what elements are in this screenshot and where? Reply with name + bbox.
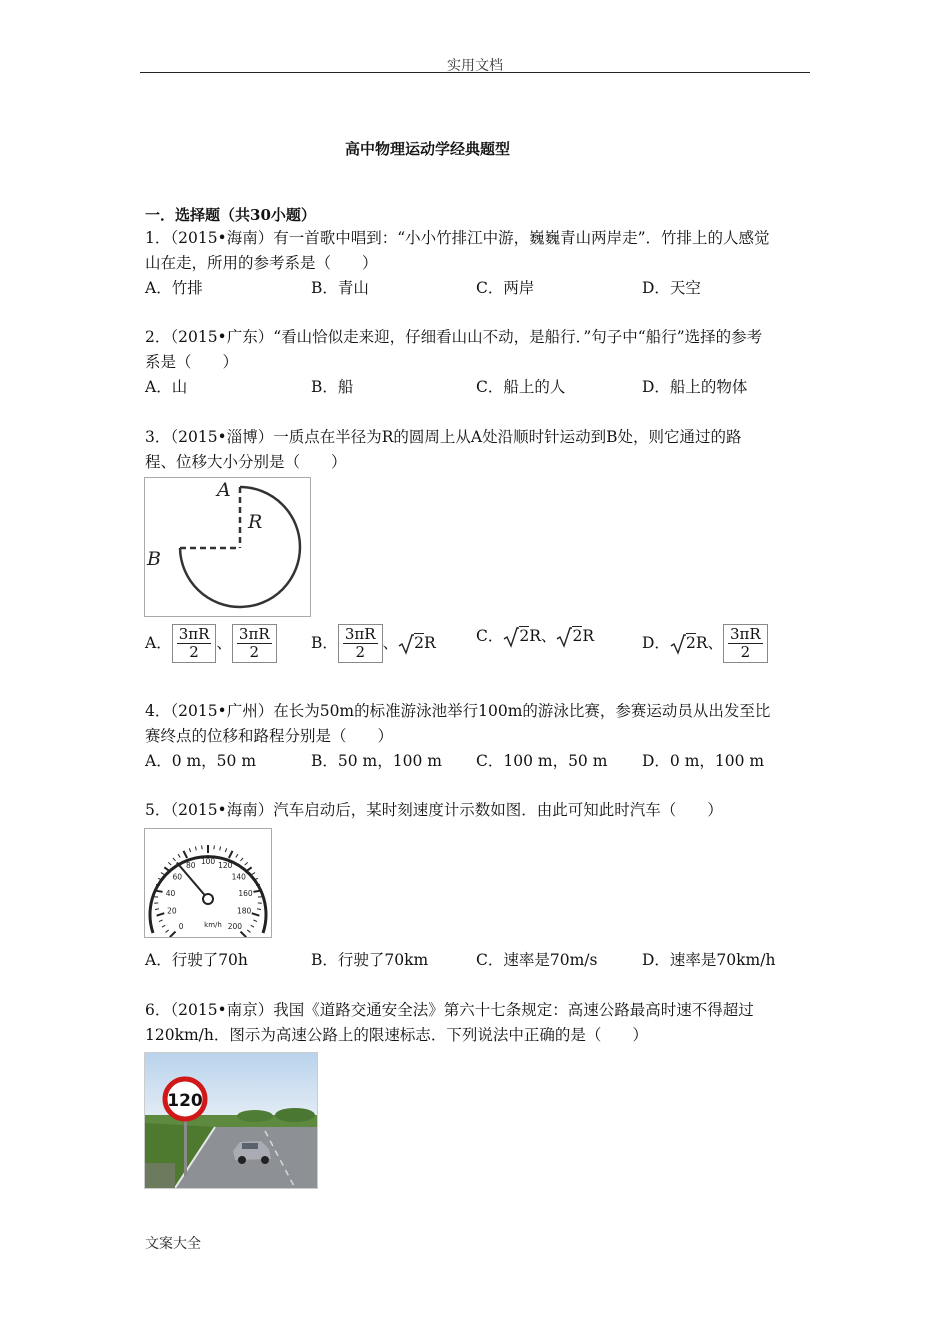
sqrt-icon [556,626,572,648]
gauge-major-tick [157,913,165,915]
q1-option-c[interactable]: C．两岸 [476,279,535,297]
question-2-line-2: 系是（ ） [145,353,239,371]
gauge-tick-label: 160 [238,889,253,899]
question-6-line-1: 6．（2015•南京）我国《道路交通安全法》第六十七条规定：高速公路最高时速不得超过 [145,1001,754,1019]
gauge-tick-label: 100 [200,857,216,866]
gauge-minor-tick [253,920,257,922]
fraction-3pir-over-2: $\frac{3\pi R}{2}$ [172,624,217,663]
sqrt-icon [398,633,414,655]
highway-photo [144,1052,318,1189]
q5-option-c[interactable]: C．速率是70m/s [476,951,598,969]
gauge-tick-label: 200 [227,921,243,931]
fraction-3pir-over-2: $\frac{3\pi R}{2}$ [232,624,277,663]
gauge-major-tick [170,932,176,937]
sqrt-icon [503,626,519,648]
question-2-line-1: 2．（2015•广东）“看山恰似走来迎，仔细看山山不动，是船行．”句子中“船行”选择的参考 [145,328,763,346]
gauge-minor-tick [240,858,243,861]
gauge-major-tick [252,913,260,915]
gauge-minor-tick [257,909,261,910]
gauge-minor-tick [159,920,163,922]
gauge-minor-tick [189,848,190,852]
speed-limit-text: 120 [167,1091,203,1111]
circle-path-diagram [145,478,310,616]
question-3 [145,425,813,475]
gauge-tick-label: 180 [236,906,252,916]
speedometer-gauge [145,829,271,937]
q4-option-c[interactable]: C．100 m，50 m [476,752,608,770]
sqrt-2-r: 2R [503,624,541,649]
page-header: 实用文档 [447,58,503,74]
q3-option-d[interactable]: D． 2R 、 $\frac{3\pi R}{2}$ [642,624,768,663]
question-1-line-2: 山在走，所用的参考系是（ ） [145,254,378,272]
label-b: B [147,548,161,570]
gauge-minor-tick [195,846,196,850]
gauge-tick-label: 20 [167,906,177,916]
q2-option-b[interactable]: B．船 [311,378,354,396]
gauge-minor-tick [168,862,171,865]
header-rule [140,72,810,73]
gauge-minor-tick [173,858,176,861]
q5-option-b[interactable]: B．行驶了70km [311,951,429,969]
q1-option-d[interactable]: D．天空 [642,279,701,297]
sqrt-2-r: 2R [670,631,708,656]
gauge-minor-tick [236,854,238,857]
q5-option-d[interactable]: D．速率是70km/h [642,951,776,969]
question-5-options [145,948,813,973]
highway-scene [145,1053,317,1188]
fraction-3pir-over-2: $\frac{3\pi R}{2}$ [723,624,768,663]
q4-option-d[interactable]: D．0 m，100 m [642,752,765,770]
q1-option-a[interactable]: A．竹排 [145,279,203,297]
gauge-minor-tick [245,862,248,865]
gauge-minor-tick [178,854,180,857]
gauge-tick-label: 80 [185,861,196,871]
q2-option-a[interactable]: A．山 [145,378,188,396]
gauge-minor-tick [247,930,250,932]
question-3-line-2: 程、位移大小分别是（ ） [145,453,347,471]
sqrt-2-r: 2R [556,624,594,649]
question-4-line-1: 4．（2015•广州）在长为50m的标准游泳池举行100m的游泳比赛，参赛运动员从出发至比 [145,702,771,720]
gauge-minor-tick [220,846,221,850]
q3-option-b[interactable]: B． $\frac{3\pi R}{2}$ 、 2R [311,625,436,661]
page-footer: 文案大全 [145,1236,201,1252]
gauge-tick-label: 40 [165,889,176,899]
question-3-line-1: 3．（2015•淄博）一质点在半径为R的圆周上从A处沿顺时针运动到B处，则它通过的路 [145,428,742,446]
q5-option-a[interactable]: A．行驶了70h [145,951,248,969]
question-4-line-2: 赛终点的位移和路程分别是（ ） [145,727,394,745]
gauge-minor-tick [162,925,165,927]
q3-option-c[interactable]: C． 2R 、 2R [476,624,594,649]
gauge-minor-tick [225,848,226,852]
question-2-options [145,375,813,400]
question-5-line-1: 5．（2015•海南）汽车启动后，某时刻速度计示数如图．由此可知此时汽车（ ） [145,801,723,819]
q4-option-a[interactable]: A．0 m，50 m [145,752,257,770]
question-4 [145,699,813,749]
gauge-tick-label: 120 [218,861,233,871]
document-title: 高中物理运动学经典题型 [344,140,510,158]
gauge-tick-label: 140 [231,872,246,882]
gauge-minor-tick [161,873,164,875]
label-a: A [217,479,231,501]
q4-option-b[interactable]: B．50 m，100 m [311,752,442,770]
question-2 [145,325,813,375]
label-r: R [248,511,263,533]
q2-option-d[interactable]: D．船上的物体 [642,378,748,396]
question-4-options [145,749,813,774]
gauge-unit: km/h [204,921,222,929]
question-3-options [145,622,813,672]
sqrt-2-r: 2R [398,631,436,656]
gauge-minor-tick [155,909,159,910]
gauge-major-tick [183,851,187,858]
circle-figure [144,477,311,617]
question-6-line-2: 120km/h．图示为高速公路上的限速标志．下列说法中正确的是（ ） [145,1026,648,1044]
q2-option-c[interactable]: C．船上的人 [476,378,566,396]
question-1-line-1: 1．（2015•海南）有一首歌中唱到：“小小竹排江中游，巍巍青山两岸走”．竹排上的人感觉 [145,229,770,247]
question-1 [145,226,813,276]
gauge-major-tick [155,891,163,892]
sqrt-icon [670,633,686,655]
speedometer-figure [144,828,272,938]
gauge-minor-tick [166,930,169,932]
gauge-minor-tick [252,873,255,875]
gauge-minor-tick [251,925,254,927]
gauge-tick-label: 60 [172,872,183,882]
q1-option-b[interactable]: B．青山 [311,279,369,297]
gauge-tick-label: 0 [178,921,184,931]
gauge-major-tick [229,851,233,858]
fraction-3pir-over-2: $\frac{3\pi R}{2}$ [338,624,383,663]
gauge-hub [203,894,213,904]
q3-option-a[interactable]: A． $\frac{3\pi R}{2}$ 、 $\frac{3\pi R}{2}$ [145,624,277,663]
gauge-major-tick [241,932,247,937]
question-5 [145,798,813,823]
gauge-major-tick [253,891,261,892]
section-heading: 一．选择题（共30小题） [145,206,316,224]
question-6 [145,998,813,1048]
question-1-options [145,276,813,301]
